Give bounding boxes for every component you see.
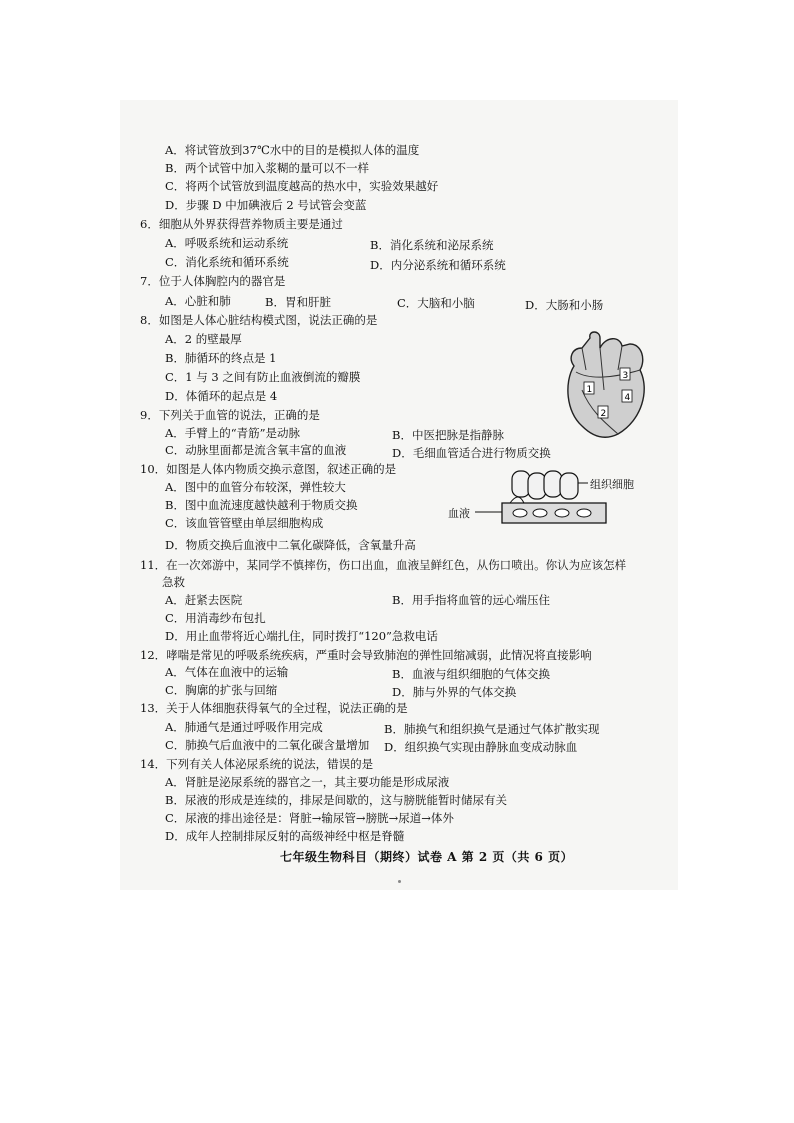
heart-label-3: 3 (622, 371, 629, 381)
q13-option-b: B．肺换气和组织换气是通过气体扩散实现 (384, 722, 600, 736)
q8-option-d: D．体循环的起点是 4 (165, 389, 278, 403)
q11-stem-line2: 急救 (162, 575, 185, 589)
q6-stem: 6．细胞从外界获得营养物质主要是通过 (140, 217, 343, 231)
heart-drawing (560, 330, 650, 440)
heart-label-2: 2 (600, 409, 607, 419)
q13-option-d: D．组织换气实现由静脉血变成动脉血 (384, 740, 578, 754)
q12-option-b: B．血液与组织细胞的气体交换 (392, 667, 550, 681)
q11-option-d: D．用止血带将近心端扎住，同时拨打“120”急救电话 (165, 629, 438, 643)
label-tissue-cells: 组织细胞 (590, 478, 634, 491)
q14-option-d: D．成年人控制排尿反射的高级神经中枢是脊髓 (165, 829, 405, 843)
q5-option-b: B．两个试管中加入浆糊的量可以不一样 (165, 161, 369, 175)
q9-option-a: A．手臂上的“青筋”是动脉 (165, 426, 301, 440)
q10-option-d: D．物质交换后血液中二氧化碳降低，含氧量升高 (165, 538, 416, 552)
q5-option-c: C．将两个试管放到温度越高的热水中，实验效果越好 (165, 179, 439, 193)
q5-option-d: D．步骤 D 中加碘液后 2 号试管会变蓝 (165, 198, 367, 212)
q8-option-a: A．2 的壁最厚 (165, 332, 242, 346)
heart-label-4: 4 (624, 393, 631, 403)
q12-option-d: D．肺与外界的气体交换 (392, 685, 517, 699)
q13-option-a: A．肺通气是通过呼吸作用完成 (165, 720, 323, 734)
q8-option-b: B．肺循环的终点是 1 (165, 351, 277, 365)
capillary-exchange-figure (440, 465, 660, 540)
q11-option-b: B．用手指将血管的远心端压住 (392, 593, 550, 607)
q12-option-a: A．气体在血液中的运输 (165, 665, 289, 679)
q13-option-c: C．肺换气后血液中的二氧化碳含量增加 (165, 738, 370, 752)
q10-option-a: A．图中的血管分布较深，弹性较大 (165, 480, 346, 494)
page-footer: 七年级生物科目（期终）试卷 A 第 2 页（共 6 页） (280, 850, 574, 864)
q11-option-a: A．赶紧去医院 (165, 593, 243, 607)
q11-stem-line1: 11．在一次郊游中，某同学不慎摔伤，伤口出血，血液呈鲜红色，从伤口喷出。你认为应该怎样 (140, 558, 627, 572)
scan-speck (398, 880, 401, 883)
q7-option-a: A．心脏和肺 (165, 294, 231, 308)
label-blood: 血液 (448, 507, 470, 520)
q7-stem: 7．位于人体胸腔内的器官是 (140, 274, 286, 288)
q9-option-d: D．毛细血管适合进行物质交换 (392, 446, 551, 460)
q11-option-c: C．用消毒纱布包扎 (165, 611, 266, 625)
q7-option-c: C．大脑和小脑 (397, 296, 475, 310)
q12-stem: 12．哮喘是常见的呼吸系统疾病，严重时会导致肺泡的弹性回缩减弱，此情况将直接影响 (140, 648, 592, 662)
q8-stem: 8．如图是人体心脏结构模式图，说法正确的是 (140, 313, 378, 327)
q9-stem: 9．下列关于血管的说法，正确的是 (140, 408, 320, 422)
q6-option-d: D．内分泌系统和循环系统 (370, 258, 506, 272)
q9-option-c: C．动脉里面都是流含氧丰富的血液 (165, 443, 347, 457)
heart-structure-figure (560, 330, 650, 440)
q14-option-b: B．尿液的形成是连续的，排尿是间歇的，这与膀胱能暂时储尿有关 (165, 793, 507, 807)
q5-option-a: A．将试管放到37℃水中的目的是模拟人体的温度 (165, 143, 420, 157)
q14-option-c: C．尿液的排出途径是：肾脏→输尿管→膀胱→尿道→体外 (165, 811, 454, 825)
q8-option-c: C．1 与 3 之间有防止血液倒流的瓣膜 (165, 370, 361, 384)
q7-option-d: D．大肠和小肠 (525, 298, 604, 312)
q10-option-c: C．该血管管壁由单层细胞构成 (165, 516, 324, 530)
q14-stem: 14．下列有关人体泌尿系统的说法，错误的是 (140, 757, 374, 771)
q14-option-a: A．肾脏是泌尿系统的器官之一，其主要功能是形成尿液 (165, 775, 450, 789)
q10-stem: 10．如图是人体内物质交换示意图，叙述正确的是 (140, 462, 397, 476)
q6-option-c: C．消化系统和循环系统 (165, 255, 289, 269)
q7-option-b: B．胃和肝脏 (265, 295, 331, 309)
q10-option-b: B．图中血流速度越快越利于物质交换 (165, 498, 358, 512)
q6-option-a: A．呼吸系统和运动系统 (165, 236, 289, 250)
q12-option-c: C．胸廓的扩张与回缩 (165, 683, 278, 697)
q9-option-b: B．中医把脉是指静脉 (392, 428, 504, 442)
q13-stem: 13．关于人体细胞获得氧气的全过程，说法正确的是 (140, 701, 408, 715)
heart-label-1: 1 (586, 385, 593, 395)
q6-option-b: B．消化系统和泌尿系统 (370, 238, 494, 252)
